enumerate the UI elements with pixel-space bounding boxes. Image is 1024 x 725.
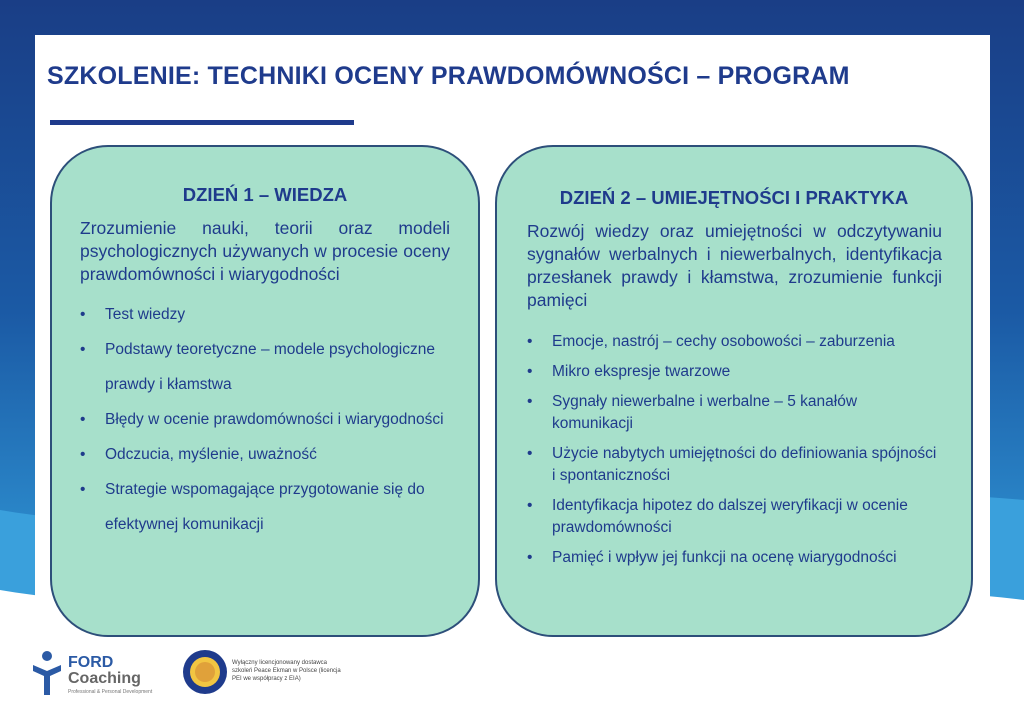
ford-coaching-logo-icon	[30, 649, 64, 697]
title-underline	[50, 120, 354, 125]
day2-item-text: Identyfikacja hipotez do dalszej weryfikacji w ocenie prawdomówności	[552, 497, 908, 536]
day2-list-item	[527, 391, 942, 435]
bullet-icon: •	[527, 333, 533, 350]
day1-list-item	[80, 437, 460, 472]
page-title: SZKOLENIE: TECHNIKI OCENY PRAWDOMÓWNOŚCI – PROGRAM	[47, 62, 850, 90]
bullet-icon: •	[527, 393, 533, 410]
day2-list-item	[527, 361, 942, 383]
day1-item-text: Test wiedzy	[105, 306, 186, 323]
day1-list-item	[80, 332, 460, 402]
bullet-icon: •	[80, 446, 86, 463]
pei-seal-icon	[182, 649, 228, 695]
bullet-icon: •	[80, 411, 86, 428]
pei-description: Wyłączny licencjonowany dostawca szkoleń Peace Ekman w Polsce (licencja PEI we współpracy z EIA)	[232, 660, 341, 682]
bullet-icon: •	[80, 306, 86, 323]
day2-intro: Rozwój wiedzy oraz umiejętności w odczytywaniu sygnałów werbalnych i niewerbalnych, identyfikacja przesłanek prawdy i kłamstwa, zrozumienie funkcji pamięci	[527, 221, 942, 310]
bullet-icon: •	[80, 481, 86, 498]
ford-line1: FORD	[68, 654, 114, 671]
day2-list-item	[527, 495, 942, 539]
day2-item-text: Mikro ekspresje twarzowe	[552, 363, 731, 380]
day1-heading: DZIEŃ 1 – WIEDZA	[182, 184, 348, 205]
day2-list-item	[527, 547, 942, 569]
ford-line2: Coaching	[68, 670, 141, 687]
day2-heading: DZIEŃ 2 – UMIEJĘTNOŚCI I PRAKTYKA	[559, 187, 909, 208]
footer-logos	[30, 645, 350, 705]
day1-item-text: Podstawy teoretyczne – modele psychologiczne prawdy i kłamstwa	[105, 341, 435, 393]
day2-item-text: Użycie nabytych umiejętności do definiowania spójności i spontaniczności	[552, 445, 937, 484]
day1-item-text: Strategie wspomagające przygotowanie się do efektywnej komunikacji	[105, 481, 425, 533]
day2-item-text: Pamięć i wpływ jej funkcji na ocenę wiarygodności	[552, 549, 897, 566]
day2-item-text: Emocje, nastrój – cechy osobowości – zaburzenia	[552, 333, 895, 350]
day1-card	[50, 145, 480, 637]
bullet-icon: •	[527, 549, 533, 566]
bullet-icon: •	[527, 497, 533, 514]
ford-coaching-name	[68, 655, 141, 687]
bullet-icon: •	[527, 445, 533, 462]
day1-list	[80, 297, 460, 542]
day2-list-item	[527, 443, 942, 487]
day2-item-text: Sygnały niewerbalne i werbalne – 5 kanałów komunikacji	[552, 393, 858, 432]
day2-card	[495, 145, 973, 637]
bullet-icon: •	[80, 341, 86, 358]
day1-list-item	[80, 402, 460, 437]
day2-list-item	[527, 331, 942, 353]
day1-list-item	[80, 297, 460, 332]
ford-tagline: Professional & Personal Development	[68, 689, 153, 695]
day1-item-text: Odczucia, myślenie, uważność	[105, 446, 317, 463]
bullet-icon: •	[527, 363, 533, 380]
day1-list-item	[80, 472, 460, 542]
day2-list	[527, 331, 942, 577]
day1-item-text: Błędy w ocenie prawdomówności i wiarygodności	[105, 411, 444, 428]
day1-intro: Zrozumienie nauki, teorii oraz modeli psychologicznych używanych w procesie oceny prawdomówności i wiarygodności	[80, 218, 450, 284]
